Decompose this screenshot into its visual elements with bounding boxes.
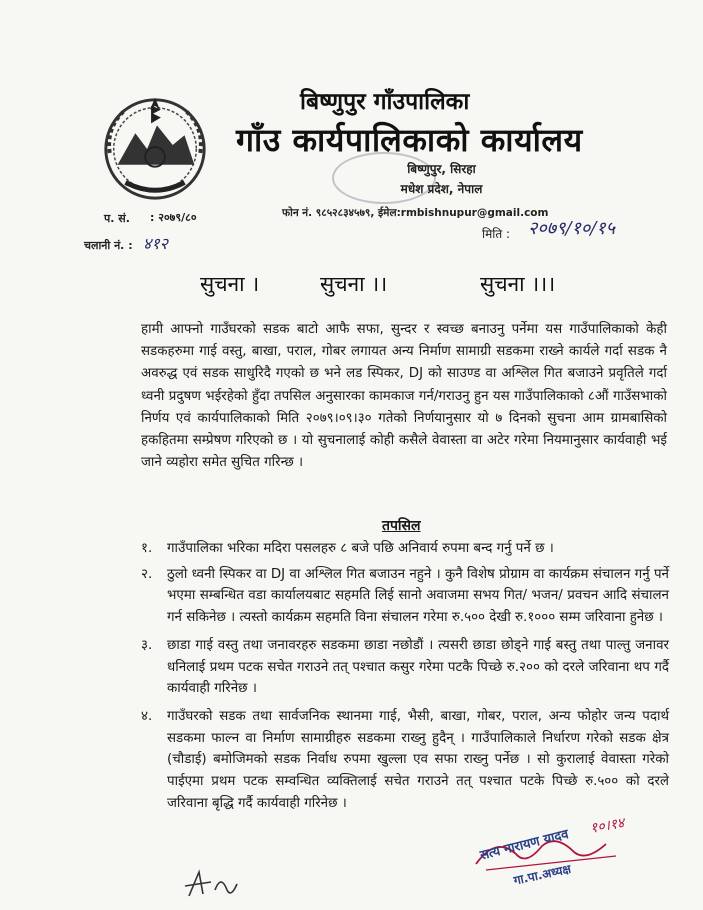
initials-signature <box>181 866 251 906</box>
ref-value: : २०७९/८० <box>150 211 197 224</box>
register-value: ४१२ <box>143 234 168 253</box>
date-value: २०७९/१०/१५ <box>528 218 616 239</box>
address-line-1: बिष्णुपुर, सिरहा <box>407 162 476 176</box>
signature-date: १०।१४ <box>588 815 626 837</box>
notice-heading-2: सुचना ।। <box>320 272 388 296</box>
item-text: छाडा गाई वस्तु तथा जनावरहरु सडकमा छाडा नछोडौं । त्यसरी छाडा छोड्ने गाई बस्तु तथा पाल्तु जनावर धनिलाई प्रथम पटक सचेत गराउने तत् पश्चात कसुर गरेमा पटकै पिच्छे रु.२०० को दरले जरिवाना थप गर्दै कार्यवाही गरिनेछ । <box>167 637 669 697</box>
signer-name: सत्य नारायण यादव <box>478 827 571 864</box>
list-item <box>141 635 669 700</box>
list-item <box>141 564 669 629</box>
office-name: गाँउ कार्यपालिकाको कार्यालय <box>236 121 583 159</box>
item-number: ४. <box>141 708 153 724</box>
item-text: गाउँपालिका भरिका मदिरा पसलहरु ८ बजे पछि अनिवार्य रुपमा बन्द गर्नु पर्ने छ । <box>167 541 554 556</box>
register-label: चलानी नं. : <box>84 239 133 252</box>
ref-label: प. सं. <box>104 212 130 225</box>
notice-heading-1: सुचना । <box>200 272 260 296</box>
item-text: ठुलो ध्वनी स्पिकर वा DJ वा अश्लिल गित बजाउन नहुने । कुनै विशेष प्रोग्राम वा कार्यक्रम संचालन गर्नु पर्ने भएमा सम्बन्धित वडा कार्यालयबाट सहमति लिई सानो अवाजमा सभय गित/ भजन/ प्रवचन आदि संचालन गर्न सकिनेछ । त्यस्तो कार्यक्रम सहमति विना संचालन गरेमा रु.५०० देखी रु.१००० सम्म जरिवाना हुनेछ । <box>167 566 669 626</box>
list-item <box>141 538 669 560</box>
item-number: २. <box>141 566 153 582</box>
date-label: मिति : <box>482 227 511 241</box>
intro-paragraph: हामी आफ्नो गाउँघरको सडक बाटो आफै सफा, सुन्दर र स्वच्छ बनाउनु पर्नेमा यस गाउँपालिकाको केही सडकहरुमा गाई वस्तु, बाखा, पराल, गोबर लगायत अन्य निर्माण सामाग्री सडकमा राख्ने कार्यले गर्दा सडक नै अवरुद्ध एवं सडक साधुरिदै गएको छ भने लड स्पिकर, DJ को साउण्ड वा अश्लिल गित बजाउने प्रवृतिले गर्दा ध्वनी प्रदुषण भईरहेको हुँदा तपसिल अनुसारका कामकाज गर्न/गराउनु हुन यस गाउँपालिकाको ८औं गाउँसभाको निर्णय एवं कार्यपालिकाको मिति २०७९।०९।३० गतेको निर्णयानुसार यो ७ दिनको सुचना आम ग्रामबासिको हकहितमा सम्प्रेषण गरिएको छ । यो सुचनालाई कोही कसैले वेवास्ता वा अटेर गरेमा नियमानुसार कार्यवाही भई जाने व्यहोरा समेत सुचित गरिन्छ । <box>141 322 667 471</box>
section-heading: तपसिल <box>382 518 421 534</box>
item-text: गाउँघरको सडक तथा सार्वजनिक स्थानमा गाई, भैसी, बाखा, गोबर, पराल, अन्य फोहोर जन्य पदार्थ सडकमा फाल्न वा निर्माण सामाग्रीहरु सडकमा राख्नु हुदैन् । गाउँपालिकाले निर्धारण गरेको सडक क्षेत्र (चौडाई) बमोजिमको सडक निर्वाध रुपमा खुल्ला एव सफा राख्नु पर्नेछ । सो कुरालाई वेवास्ता गरेको पाईएमा प्रथम पटक सम्वन्धित व्यक्तिलाई सचेत गराउने तत् पश्चात पटके पिच्छे रु.५०० को दरले जरिवाना बृद्धि गर्दै कार्यवाही गरिनेछ । <box>167 708 669 811</box>
municipality-name: बिष्णुपुर गाँउपालिका <box>300 89 470 115</box>
rules-list <box>141 538 669 814</box>
list-item <box>141 706 669 815</box>
item-number: ३. <box>141 637 153 653</box>
contact-info: फोन नं. ९८५२८३४५७९, ईमेल:rmbishnupur@gmail.com <box>282 207 549 219</box>
notice-heading-3: सुचना ।।। <box>480 272 556 296</box>
signer-role: गा.पा.अध्यक्ष <box>512 861 573 888</box>
item-number: १. <box>141 541 153 556</box>
address-line-2: मधेश प्रदेश, नेपाल <box>400 182 483 196</box>
